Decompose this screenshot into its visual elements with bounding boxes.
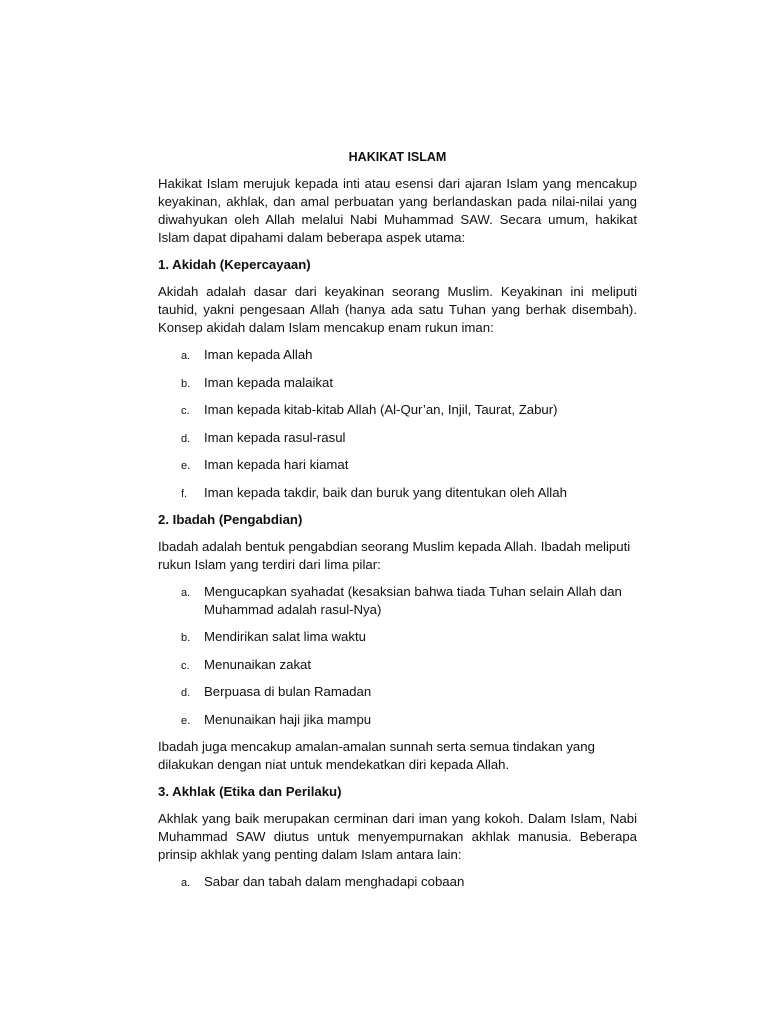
list-marker: c.	[181, 659, 190, 672]
list-item-text: Mendirikan salat lima waktu	[204, 629, 366, 644]
list-marker: d.	[181, 687, 191, 699]
list-item	[158, 628, 637, 646]
section-paragraph-akidah: Akidah adalah dasar dari keyakinan seorang Muslim. Keyakinan ini meliputi tauhid, yakni pengesaan Allah (hanya ada satu Tuhan yang berhak disembah). Konsep akidah dalam Islam mencakup enam rukun iman:	[158, 284, 637, 335]
list-marker: b.	[181, 632, 191, 644]
section-heading-akhlak: 3. Akhlak (Etika dan Perilaku)	[158, 783, 342, 799]
list-item-text: Menunaikan zakat	[204, 656, 312, 672]
rukun-islam-list	[158, 583, 637, 729]
section-closing-ibadah: Ibadah juga mencakup amalan-amalan sunnah serta semua tindakan yang dilakukan dengan niat untuk mendekatkan diri kepada Allah.	[158, 738, 595, 772]
document-title: HAKIKAT ISLAM	[348, 150, 447, 164]
list-marker: a.	[181, 350, 191, 362]
list-marker: b.	[181, 377, 191, 390]
list-marker: e.	[181, 460, 191, 472]
section-paragraph-akhlak: Akhlak yang baik merupakan cerminan dari iman yang kokoh. Dalam Islam, Nabi Muhammad SAW diutus untuk menyempurnakan akhlak manusia. Beberapa prinsip akhlak yang penting dalam Islam antara lain:	[158, 810, 637, 862]
list-item	[158, 711, 637, 729]
list-marker: d.	[181, 432, 191, 445]
list-item-text: Iman kepada malaikat	[204, 374, 334, 390]
document-body	[158, 148, 637, 900]
akhlak-principles-list	[158, 873, 637, 891]
list-item	[158, 374, 637, 392]
list-item-text: Iman kepada rasul-rasul	[204, 429, 346, 445]
list-marker: e.	[181, 714, 191, 727]
list-item-text: Iman kepada kitab-kitab Allah (Al-Qur’an, Injil, Taurat, Zabur)	[204, 402, 558, 417]
list-marker: a.	[181, 586, 191, 599]
list-marker: a.	[181, 876, 191, 889]
list-item-text: Iman kepada takdir, baik dan buruk yang ditentukan oleh Allah	[204, 484, 567, 500]
list-item-text: Berpuasa di bulan Ramadan	[204, 684, 372, 699]
list-marker: f.	[181, 487, 188, 500]
section-paragraph-ibadah: Ibadah adalah bentuk pengabdian seorang Muslim kepada Allah. Ibadah meliputi rukun Islam yang terdiri dari lima pilar:	[158, 538, 631, 572]
list-item	[158, 346, 637, 364]
list-item-text: Sabar dan tabah dalam menghadapi cobaan	[204, 873, 465, 889]
list-item-text: Iman kepada Allah	[204, 347, 313, 362]
list-item	[158, 484, 637, 502]
list-item	[158, 583, 637, 619]
intro-paragraph: Hakikat Islam merujuk kepada inti atau esensi dari ajaran Islam yang mencakup keyakinan, akhlak, dan amal perbuatan yang berlandaskan pada nilai-nilai yang diwahyukan oleh Allah melalui Nabi Muhammad SAW. Secara umum, hakikat Islam dapat dipahami dalam beberapa aspek utama:	[158, 176, 637, 245]
list-marker: c.	[181, 405, 190, 417]
list-item	[158, 873, 637, 891]
section-heading-akidah: 1. Akidah (Kepercayaan)	[158, 257, 311, 272]
list-item-text: Mengucapkan syahadat (kesaksian bahwa tiada Tuhan selain Allah dan Muhammad adalah rasul-Nya)	[204, 583, 622, 617]
list-item	[158, 401, 637, 419]
list-item	[158, 656, 637, 674]
section-heading-ibadah: 2. Ibadah (Pengabdian)	[158, 511, 303, 527]
list-item	[158, 456, 637, 474]
list-item	[158, 683, 637, 701]
list-item-text: Menunaikan haji jika mampu	[204, 711, 372, 727]
rukun-iman-list	[158, 346, 637, 502]
list-item	[158, 429, 637, 447]
list-item-text: Iman kepada hari kiamat	[204, 457, 349, 472]
